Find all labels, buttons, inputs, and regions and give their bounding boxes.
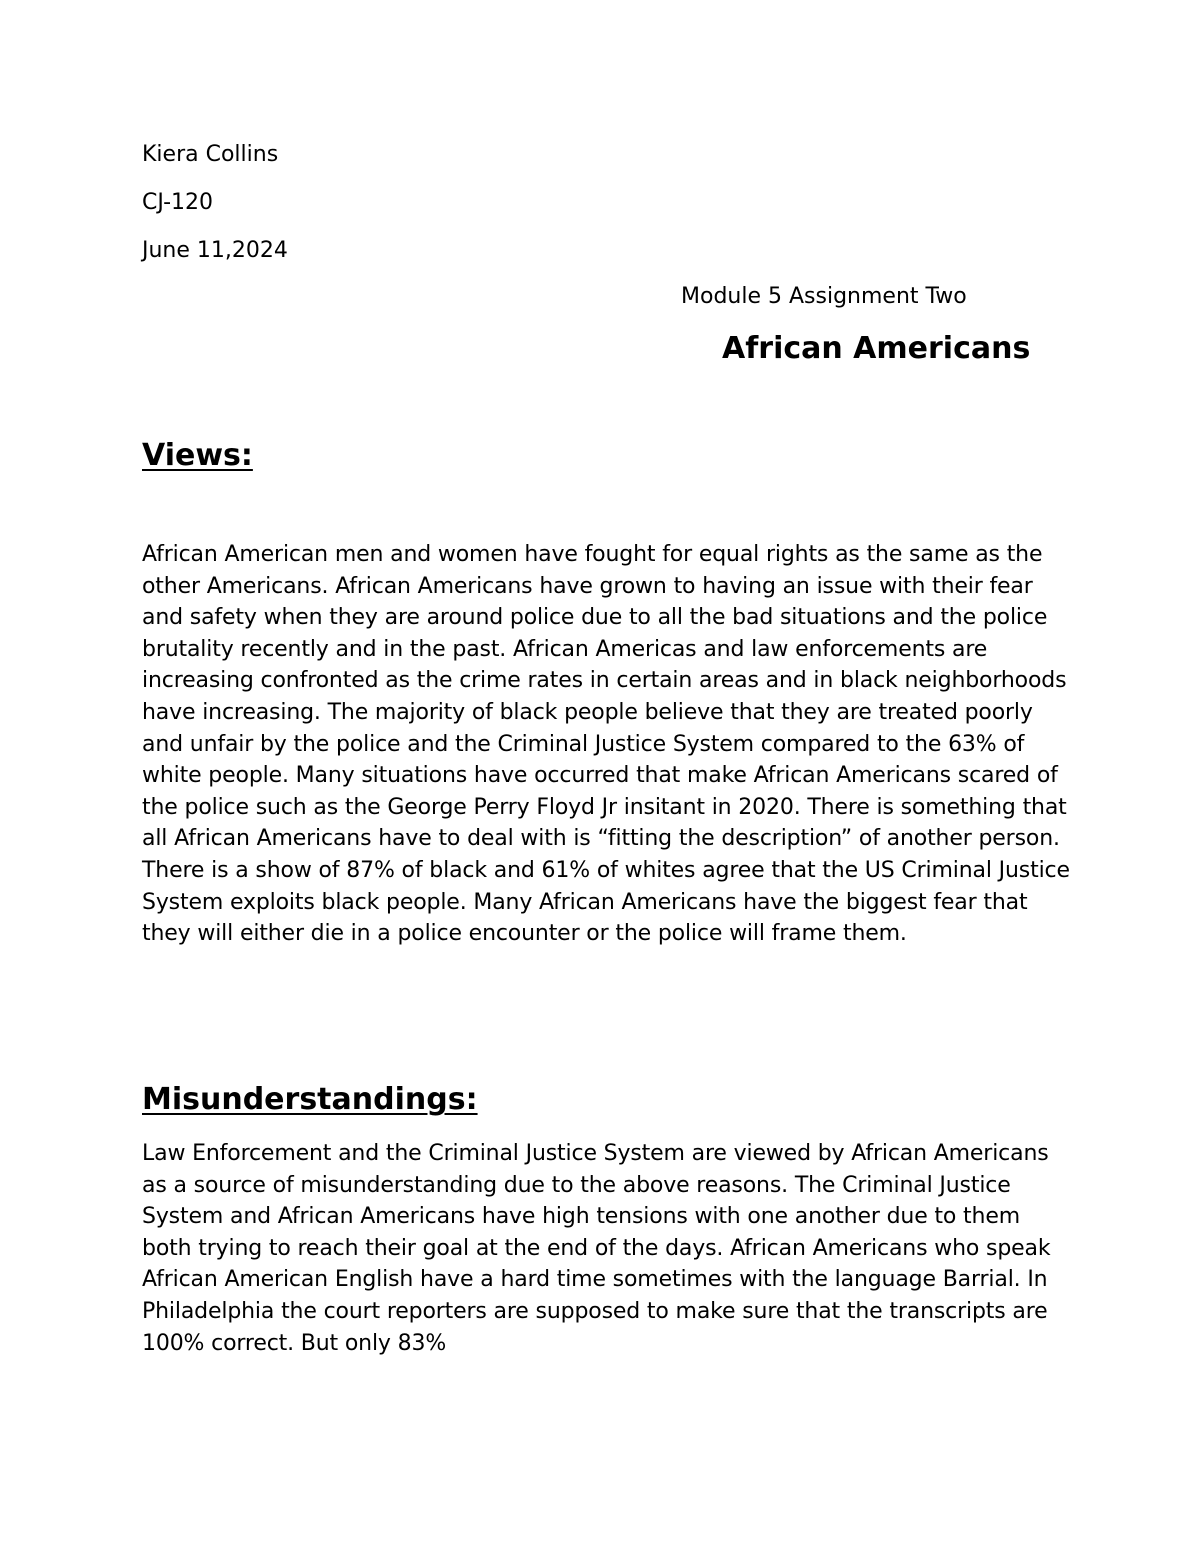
document-date: June 11,2024 [142, 238, 288, 263]
views-heading: Views: [142, 438, 253, 473]
misunderstandings-heading: Misunderstandings: [142, 1082, 478, 1117]
course-code: CJ-120 [142, 190, 213, 215]
document-title: African Americans [722, 331, 1031, 366]
author-name: Kiera Collins [142, 142, 279, 167]
views-paragraph: African American men and women have fought for equal rights as the same as the other Americans. African Americans have grown to having an issue with their fear and safety when they are around police due to all the bad situations and the police brutality recently and in the past. African Americas and law enforcements are increasing confronted as the crime rates in certain areas and in black neighborhoods have increasing. The majority of black people believe that they are treated poorly and unfair by the police and the Criminal Justice System compared to the 63% of white people. Many situations have occurred that make African Americans scared of the police such as the George Perry Floyd Jr insitant in 2020. There is something that all African Americans have to deal with is “fitting the description” of another person. There is a show of 87% of black and 61% of whites agree that the US Criminal Justice System exploits black people. Many African Americans have the biggest fear that they will either die in a police encounter or the police will frame them. [142, 542, 1070, 947]
misunderstandings-paragraph: Law Enforcement and the Criminal Justice System are viewed by African Americans as a source of misunderstanding due to the above reasons. The Criminal Justice System and African Americans have high tensions with one another due to them both trying to reach their goal at the end of the days. African Americans who speak African American English have a hard time sometimes with the language Barrial. In Philadelphia the court reporters are supposed to make sure that the transcripts are 100% correct. But only 83% [142, 1141, 1051, 1356]
assignment-subtitle: Module 5 Assignment Two [681, 284, 967, 309]
